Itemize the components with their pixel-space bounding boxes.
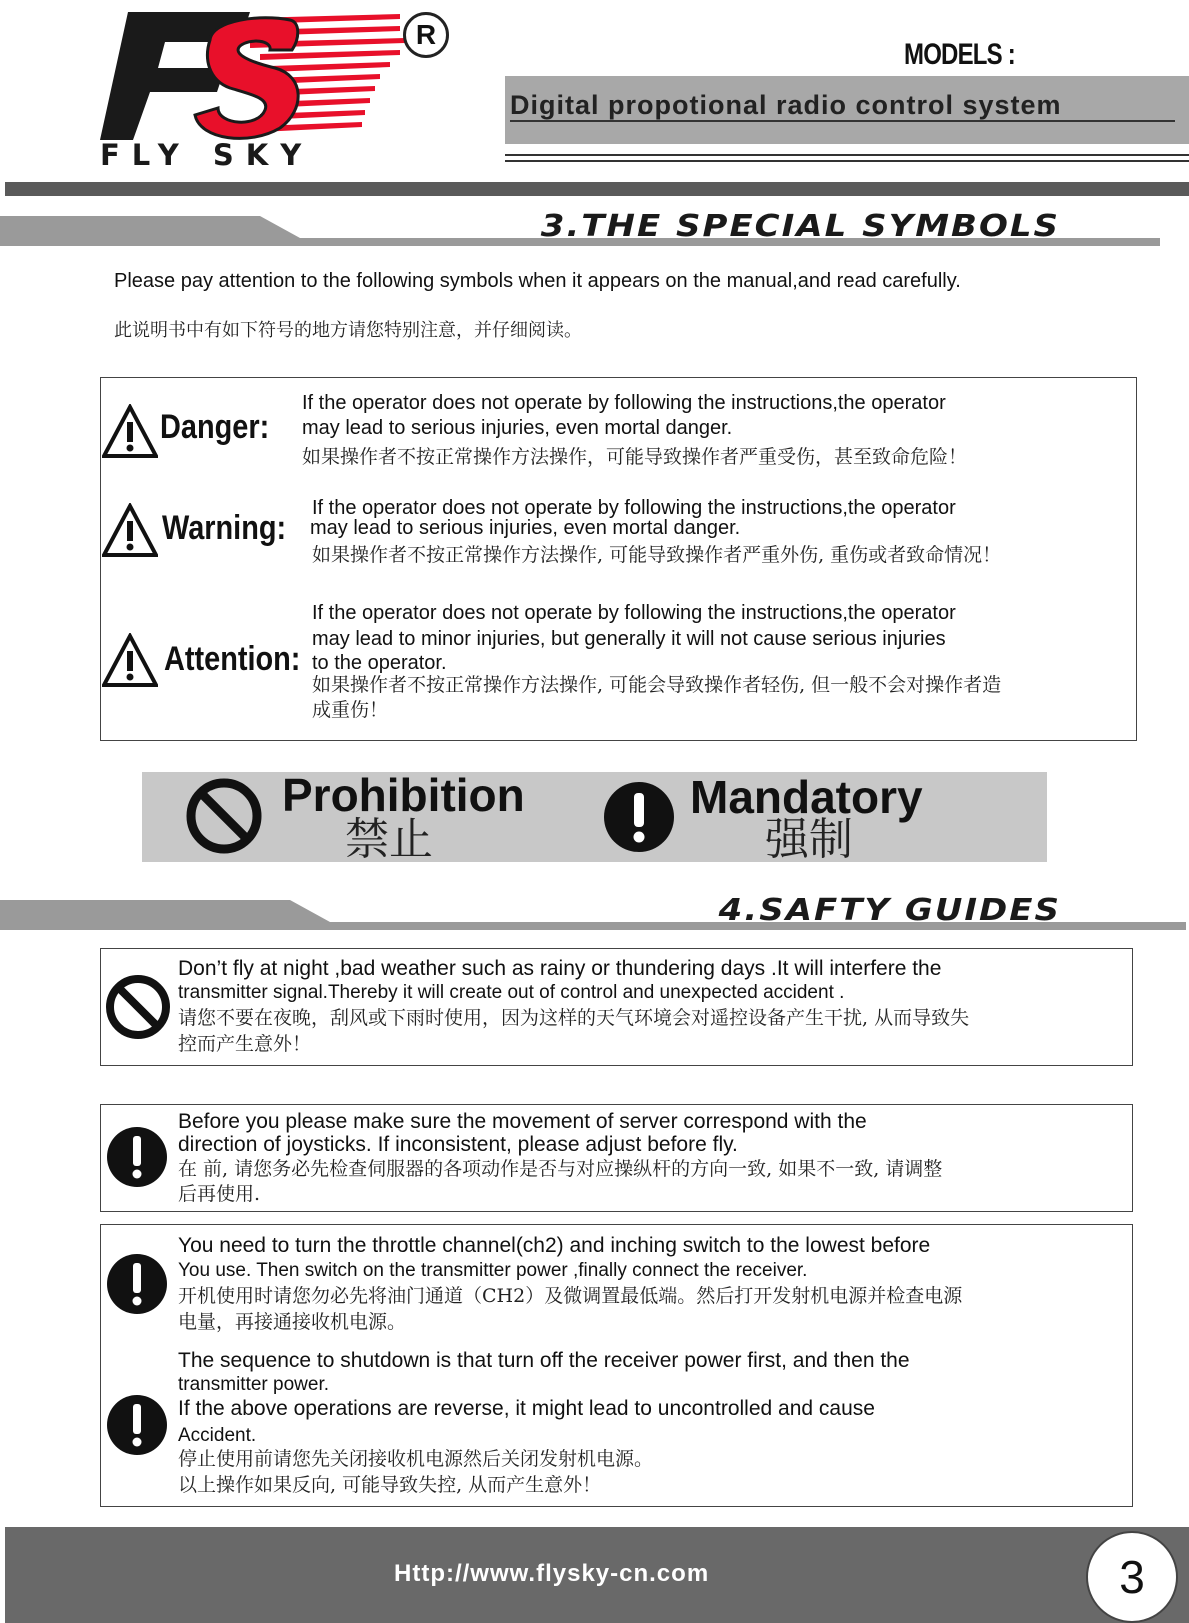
warning-triangle-icon — [102, 503, 158, 559]
registered-mark-icon: R — [403, 12, 449, 58]
guide2-line1: Before you please make sure the movement of server correspond with the — [178, 1110, 867, 1133]
guide1-line2: transmitter signal.Thereby it will create out of control and unexpected accident . — [178, 982, 845, 1003]
section3-header — [0, 208, 1180, 248]
attention-label: Attention: — [164, 640, 301, 678]
models-label: MODELS : — [904, 38, 1015, 71]
prohibition-icon — [104, 973, 172, 1041]
warning-triangle-icon — [102, 404, 158, 460]
prohibition-label: Prohibition — [282, 769, 525, 821]
attention-line2: may lead to minor injuries, but generally it will not cause serious injuries — [312, 628, 946, 650]
section4-title: 4.SAFTY GUIDES — [718, 892, 1061, 928]
warning-line2: may lead to serious injuries, even mortal danger. — [310, 517, 741, 539]
danger-line1: If the operator does not operate by following the instructions,the operator — [302, 392, 946, 414]
website-url: Http://www.flysky-cn.com — [394, 1560, 710, 1587]
guide2-cn2: 后再使用. — [178, 1183, 261, 1205]
intro-text: Please pay attention to the following symbols when it appears on the manual,and read carefully. — [114, 270, 961, 292]
guide3-line1: You need to turn the throttle channel(ch2) and inching switch to the lowest before — [178, 1234, 931, 1257]
attention-line3: to the operator. — [312, 652, 447, 674]
subtitle: Digital propotional radio control system — [510, 90, 1062, 120]
attention-cn1: 如果操作者不按正常操作方法操作, 可能会导致操作者轻伤, 但一般不会对操作者造 — [312, 674, 1002, 696]
page-number: 3 — [1086, 1531, 1178, 1623]
prohibition-icon — [185, 777, 263, 855]
danger-line2: may lead to serious injuries, even mortal danger. — [302, 417, 733, 439]
guide3-cn1: 开机使用时请您勿必先将油门通道（CH2）及微调置最低端。然后打开发射机电源并检查电源 — [178, 1285, 963, 1307]
guide2-line2: direction of joysticks. If inconsistent, please adjust before fly. — [178, 1133, 738, 1156]
attention-line1: If the operator does not operate by following the instructions,the operator — [312, 602, 956, 624]
warning-line1: If the operator does not operate by following the instructions,the operator — [312, 497, 956, 519]
warning-triangle-icon — [102, 633, 158, 689]
guide3-cn2: 电量，再接通接收机电源。 — [178, 1311, 407, 1333]
guide3-line5: If the above operations are reverse, it might lead to uncontrolled and cause — [178, 1397, 875, 1420]
guide1-line1: Don’t fly at night ,bad weather such as rainy or thundering days .It will interfere the — [178, 957, 942, 980]
danger-cn: 如果操作者不按正常操作方法操作，可能导致操作者严重受伤，甚至致命危险！ — [302, 446, 968, 468]
guide3-line2: You use. Then switch on the transmitter power ,finally connect the receiver. — [178, 1260, 808, 1281]
mandatory-cn: 强制 — [765, 814, 853, 865]
mandatory-icon — [603, 781, 675, 853]
mandatory-icon — [106, 1253, 168, 1315]
guide2-cn1: 在 前, 请您务必先检查伺服器的各项动作是否与对应操纵杆的方向一致, 如果不一致, 请调整 — [178, 1158, 943, 1180]
mandatory-icon — [106, 1126, 168, 1188]
guide1-cn1: 请您不要在夜晚，刮风或下雨时使用，因为这样的天气环境会对遥控设备产生干扰, 从而导致失 — [178, 1007, 970, 1029]
guide3-cn3: 停止使用前请您先关闭接收机电源然后关闭发射机电源。 — [178, 1448, 654, 1470]
danger-label: Danger: — [160, 408, 270, 446]
guide1-cn2: 控而产生意外！ — [178, 1033, 312, 1055]
guide3-line3: The sequence to shutdown is that turn off the receiver power first, and then the — [178, 1349, 910, 1372]
mandatory-label: Mandatory — [690, 771, 923, 823]
section3-title: 3.THE SPECIAL SYMBOLS — [540, 208, 1060, 244]
attention-cn2: 成重伤！ — [312, 699, 389, 721]
header-band — [5, 182, 1189, 196]
warning-label: Warning: — [162, 509, 287, 547]
guide3-line6: Accident. — [178, 1425, 257, 1446]
warning-cn: 如果操作者不按正常操作方法操作, 可能导致操作者严重外伤, 重伤或者致命情况！ — [312, 544, 1002, 566]
subtitle-underline — [510, 120, 1175, 122]
section4-header — [0, 892, 1189, 932]
prohibition-cn: 禁止 — [345, 814, 433, 865]
guide3-line4: transmitter power. — [178, 1374, 329, 1395]
intro-text-cn: 此说明书中有如下符号的地方请您特别注意，并仔细阅读。 — [114, 320, 582, 341]
brand-text: FLY SKY — [100, 138, 314, 172]
divider — [505, 154, 1189, 162]
mandatory-icon — [106, 1394, 168, 1456]
guide3-cn4: 以上操作如果反向, 可能导致失控, 从而产生意外！ — [178, 1474, 602, 1496]
